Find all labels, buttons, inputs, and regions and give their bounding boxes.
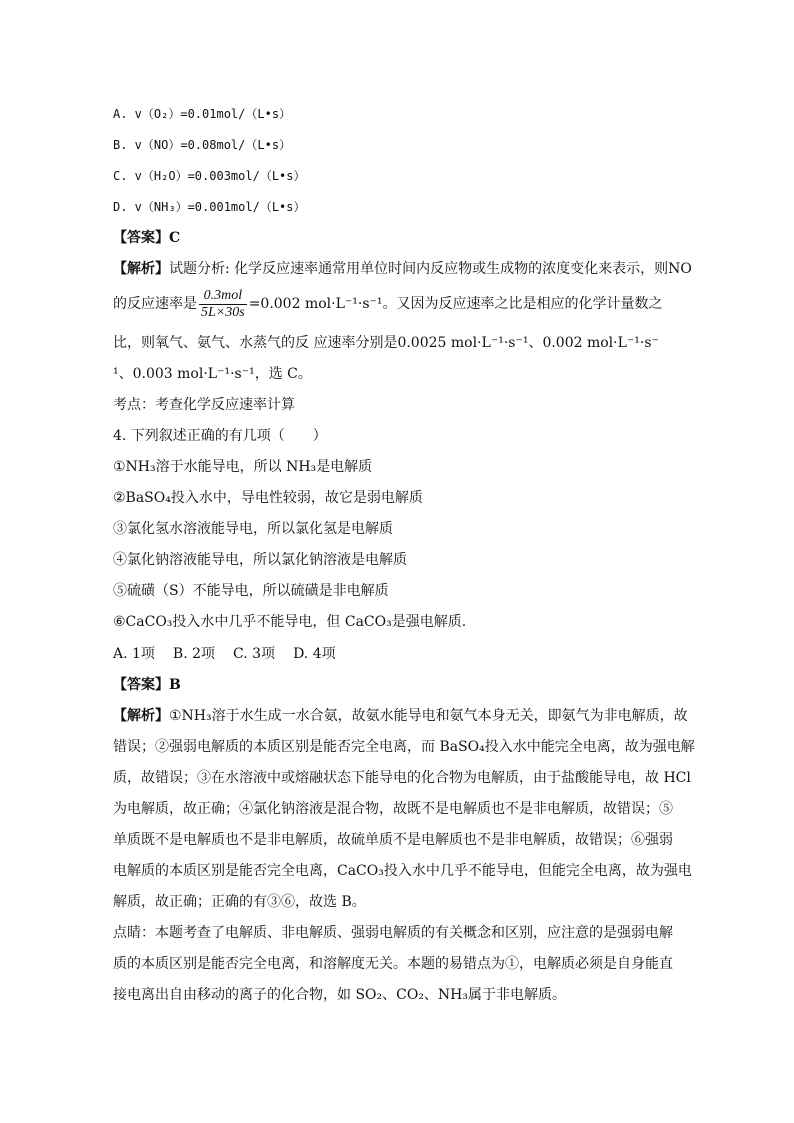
- analysis-q3-line1: [113, 259, 692, 279]
- analysis-text: =0.002 mol·L⁻¹·s⁻¹。又因为反应速率之比是相应的化学计量数之: [248, 296, 663, 312]
- fraction-numerator: 0.3mol: [199, 288, 247, 305]
- analysis-q4-line2: 错误；②强弱电解质的本质区别是能否完全电离，而 BaSO₄投入水中能完全电离，故为强电解: [113, 739, 695, 755]
- statement-1: ①NH₃溶于水能导电，所以 NH₃是电解质: [113, 459, 373, 475]
- analysis-q4-line1: [113, 706, 688, 726]
- analysis-q3-line4: ¹、0.003 mol·L⁻¹·s⁻¹，选 C。: [113, 366, 312, 382]
- rate-fraction: [199, 288, 247, 321]
- note-line3: 接电离出自由移动的离子的化合物，如 SO₂、CO₂、NH₃属于非电解质。: [113, 987, 567, 1003]
- analysis-q3-line2: [113, 286, 663, 322]
- answer-q3: [113, 228, 180, 248]
- analysis-q4-line3: 质，故错误；③在水溶液中或熔融状态下能导电的化合物为电解质，由于盐酸能导电，故 HCl: [113, 770, 691, 786]
- choice-d: D. 4项: [293, 646, 336, 662]
- choice-a: A. 1项: [113, 646, 155, 662]
- analysis-text: ①NH₃溶于水生成一水合氨，故氨水能导电和氨气本身无关，即氨气为非电解质，故: [169, 708, 688, 724]
- choice-b: B. 2项: [172, 646, 216, 662]
- option-d: D. v（NH₃）=0.001mol/（L•s）: [113, 200, 306, 214]
- statement-4: ④氯化钠溶液能导电，所以氯化钠溶液是电解质: [113, 552, 407, 568]
- question-4-choices: [113, 644, 354, 664]
- question-4-stem: 4. 下列叙述正确的有几项（ ）: [113, 428, 327, 444]
- analysis-q4-line5: 单质既不是电解质也不是非电解质，故硫单质不是电解质也不是非电解质，故错误；⑥强弱: [113, 832, 673, 848]
- option-a: A. v（O₂）=0.01mol/（L•s）: [113, 107, 292, 121]
- analysis-tag: 【解析】: [113, 708, 169, 724]
- analysis-q3-line3: 比，则氧气、氨气、水蒸气的反 应速率分别是0.0025 mol·L⁻¹·s⁻¹、0.002 mol·L⁻¹·s⁻: [113, 335, 659, 351]
- statement-3: ③氯化氢水溶液能导电，所以氯化氢是电解质: [113, 521, 393, 537]
- analysis-text: 试题分析: 化学反应速率通常用单位时间内反应物或生成物的浓度变化来表示，则NO: [169, 261, 692, 277]
- answer-label: 【答案】B: [113, 677, 181, 693]
- choice-c: C. 3项: [233, 646, 276, 662]
- option-b: B. v（NO）=0.08mol/（L•s）: [113, 138, 292, 152]
- note-line1: 点睛：本题考查了电解质、非电解质、强弱电解质的有关概念和区别，应注意的是强弱电解: [113, 925, 673, 941]
- fraction-denominator: 5L×30s: [201, 304, 245, 320]
- note-line2: 质的本质区别是能否完全电离，和溶解度无关。本题的易错点为①，电解质必须是自身能直: [113, 956, 673, 972]
- statement-6: ⑥CaCO₃投入水中几乎不能导电，但 CaCO₃是强电解质.: [113, 614, 467, 630]
- analysis-tag: 【解析】: [113, 261, 169, 277]
- analysis-text: 的反应速率是: [113, 296, 197, 312]
- answer-label: 【答案】C: [113, 230, 181, 246]
- option-c: C. v（H₂O）=0.003mol/（L•s）: [113, 169, 306, 183]
- analysis-q4-line4: 为电解质，故正确；④氯化钠溶液是混合物，故既不是电解质也不是非电解质，故错误；⑤: [113, 801, 673, 817]
- statement-2: ②BaSO₄投入水中，导电性较弱，故它是弱电解质: [113, 490, 423, 506]
- statement-5: ⑤硫磺（S）不能导电，所以硫磺是非电解质: [113, 583, 389, 599]
- answer-q4: [113, 675, 181, 695]
- exam-point: 考点：考查化学反应速率计算: [113, 397, 295, 413]
- analysis-q4-line6: 电解质的本质区别是能否完全电离，CaCO₃投入水中几乎不能导电，但能完全电离，故为强电: [113, 863, 692, 879]
- analysis-q4-line7: 解质，故正确；正确的有③⑥，故选 B。: [113, 894, 366, 910]
